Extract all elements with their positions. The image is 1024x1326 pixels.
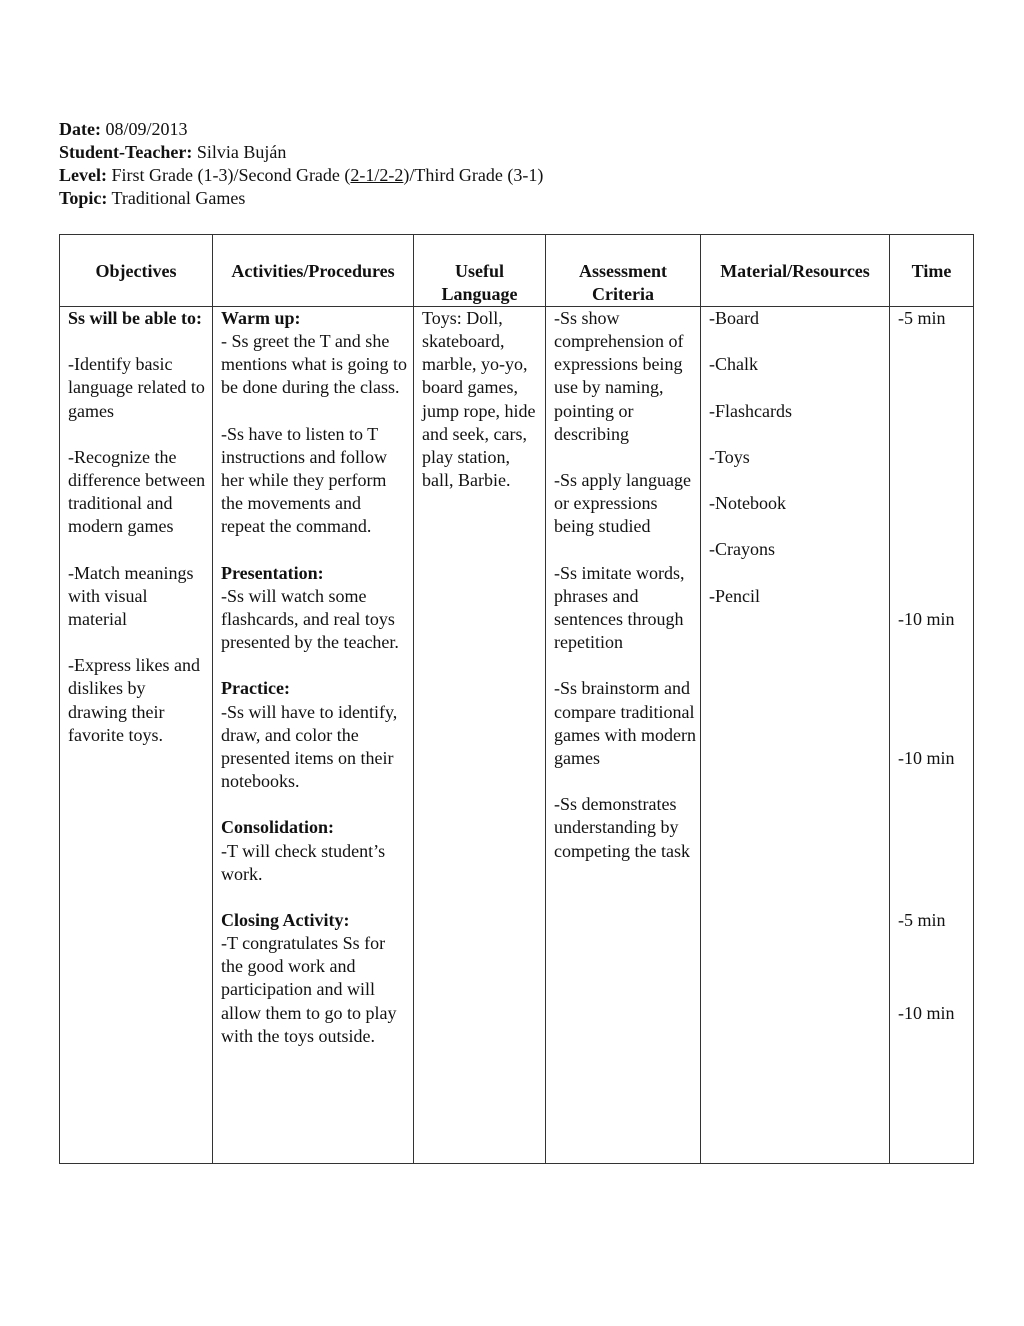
material-item: -Pencil	[709, 585, 760, 606]
assessment-cell	[546, 307, 701, 1164]
material-item: -Chalk	[709, 354, 758, 375]
presentation-title: Presentation:	[221, 562, 324, 583]
assessment-item: -Ss demonstrates understanding by competing the task	[554, 794, 690, 861]
assessment-item: -Ss apply language or expressions being studied	[554, 470, 691, 537]
time-item: -10 min	[898, 747, 955, 768]
closing-title: Closing Activity:	[221, 909, 350, 930]
closing-text: -T congratulates Ss for the good work and participation and will allow them to go to play with the toys outside.	[221, 933, 397, 1046]
useful-language-cell	[414, 307, 546, 1164]
material-item: -Toys	[709, 446, 750, 467]
assessment-item: -Ss brainstorm and compare traditional games with modern games	[554, 678, 696, 768]
time-item: -5 min	[898, 308, 946, 328]
materials-cell	[701, 307, 890, 1164]
date-line: Date: 08/09/2013	[59, 119, 188, 139]
topic-value: Traditional Games	[111, 188, 246, 208]
col-assessment: Assessment Criteria	[546, 235, 701, 307]
objective-item: -Recognize the difference between traditional and modern games	[68, 446, 206, 537]
useful-language-text: Toys: Doll, skateboard, marble, yo-yo, board games, jump rope, hide and seek, cars, play station, ball, Barbie.	[422, 308, 536, 491]
time-item: -10 min	[898, 1002, 955, 1023]
table-row	[60, 307, 974, 1164]
material-item: -Notebook	[709, 493, 786, 514]
col-activities: Activities/Procedures	[213, 235, 414, 307]
time-item: -10 min	[898, 608, 955, 629]
objective-item: -Match meanings with visual material	[68, 562, 194, 629]
level-underlined: 2-1/2-2	[350, 165, 404, 185]
consolidation-title: Consolidation:	[221, 817, 335, 838]
teacher-value: Silvia Buján	[196, 142, 287, 162]
material-item: -Crayons	[709, 539, 775, 560]
lesson-header	[59, 118, 543, 210]
time-item: -5 min	[898, 909, 946, 930]
objectives-intro: Ss will be able to:	[68, 308, 203, 328]
warmup-text-2: -Ss have to listen to T instructions and follow her while they perform the movements and repeat the command.	[221, 423, 387, 537]
col-objectives: Objectives	[60, 235, 213, 307]
practice-title: Practice:	[221, 678, 290, 699]
consolidation-text: -T will check student’s work.	[221, 840, 386, 884]
topic-line: Topic: Traditional Games	[59, 188, 246, 208]
material-item: -Flashcards	[709, 400, 792, 421]
material-item: -Board	[709, 308, 759, 328]
practice-text: -Ss will have to identify, draw, and color the presented items on their notebooks.	[221, 701, 398, 792]
table-header-row	[60, 235, 974, 307]
col-time: Time	[890, 235, 974, 307]
warmup-title: Warm up:	[221, 308, 301, 328]
activities-cell	[213, 307, 414, 1164]
assessment-item: -Ss show comprehension of expressions being use by naming, pointing or describing	[554, 308, 684, 444]
lesson-plan-table	[59, 234, 974, 1164]
objective-item: -Identify basic language related to games	[68, 354, 205, 421]
warmup-text-1: - Ss greet the T and she mentions what is going to be done during the class.	[221, 331, 407, 398]
objective-item: -Express likes and dislikes by drawing their favorite toys.	[68, 655, 200, 745]
col-materials: Material/Resources	[701, 235, 890, 307]
assessment-item: -Ss imitate words, phrases and sentences through repetition	[554, 562, 685, 653]
teacher-line: Student-Teacher: Silvia Buján	[59, 142, 287, 162]
presentation-text: -Ss will watch some flashcards, and real toys presented by the teacher.	[221, 585, 399, 653]
date-value: 08/09/2013	[105, 119, 188, 139]
col-useful-language: Useful Language	[414, 235, 546, 307]
level-line: Level: First Grade (1-3)/Second Grade (2-1/2-2)/Third Grade (3-1)	[59, 165, 544, 185]
time-cell	[890, 307, 974, 1164]
objectives-cell	[60, 307, 213, 1164]
